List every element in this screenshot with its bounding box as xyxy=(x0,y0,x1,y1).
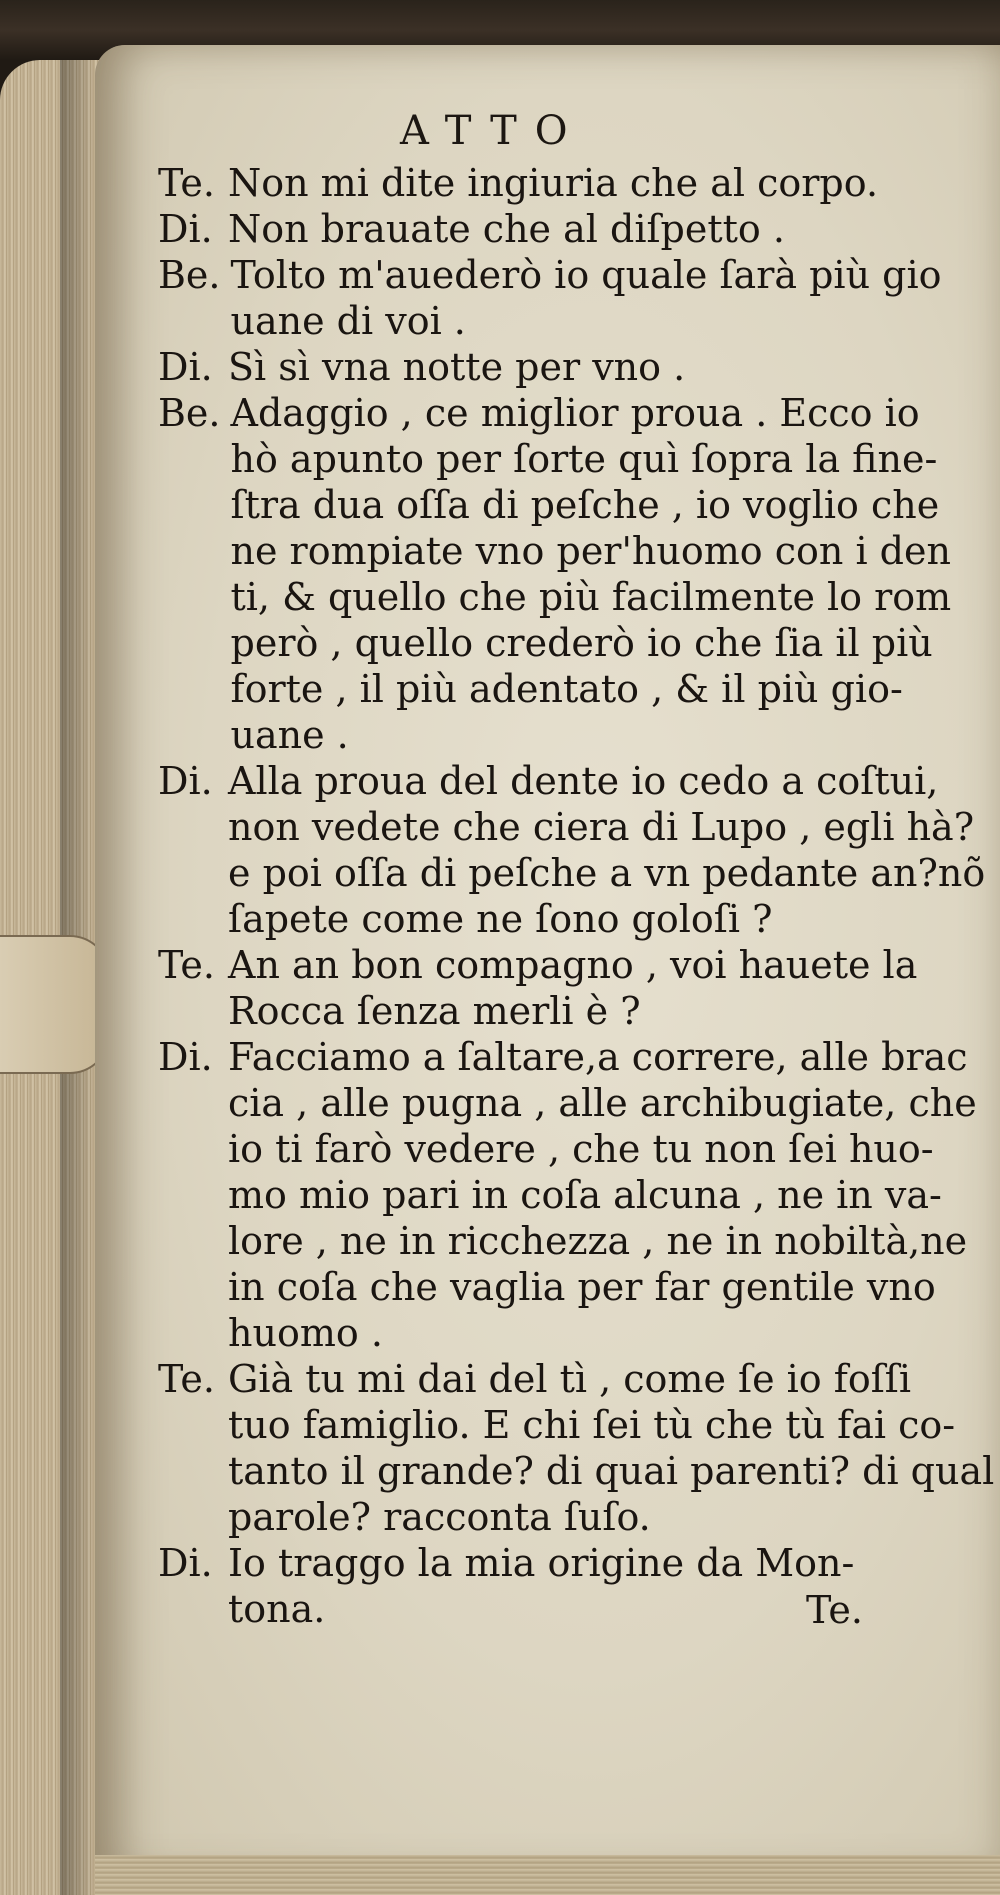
text-line: Non mi dite ingiuria che al corpo. xyxy=(228,161,879,205)
speech-lines xyxy=(228,344,928,390)
text-line: ſtra dua oſſa di peſche , io voglio che xyxy=(230,483,940,527)
speaker-label: Te. xyxy=(158,161,215,205)
text-line: Alla proua del dente io cedo a coſtui, xyxy=(228,759,939,803)
text-line: Già tu mi dai del tì , come ſe io foſſi xyxy=(228,1357,911,1401)
speaker-label: Di. xyxy=(158,1035,213,1079)
speech-lines xyxy=(228,1356,994,1540)
text-line: uane di voi . xyxy=(230,299,466,343)
speaker-label: Te. xyxy=(158,943,215,987)
text-line: lore , ne in ricchezza , ne in nobiltà,ne xyxy=(228,1219,968,1263)
text-line: ſapete come ne ſono goloſi ? xyxy=(228,897,773,941)
speaker-label: Di. xyxy=(158,1541,213,1585)
text-line: Non brauate che al diſpetto . xyxy=(228,207,785,251)
speech-lines xyxy=(228,160,928,206)
speech-block xyxy=(158,1034,977,1356)
speech-block xyxy=(158,206,928,252)
speech-block xyxy=(158,942,928,1034)
speech-lines xyxy=(228,758,985,942)
speaker-label: Be. xyxy=(158,253,221,297)
text-line: uane . xyxy=(230,713,349,757)
text-line: in coſa che vaglia per far gentile vno xyxy=(228,1265,936,1309)
speaker-label: Di. xyxy=(158,759,213,803)
speech-lines xyxy=(231,390,952,758)
speaker-label: Di. xyxy=(158,345,213,389)
speech-lines xyxy=(231,252,942,344)
speech-block xyxy=(158,344,928,390)
speech-block xyxy=(158,252,942,344)
text-line: tona. xyxy=(228,1587,326,1631)
speaker-label: Be. xyxy=(158,391,221,435)
text-line: An an bon compagno , voi hauete la xyxy=(228,943,918,987)
speech-block xyxy=(158,758,986,942)
page-tab-marker xyxy=(0,935,110,1074)
book-bottom-edge xyxy=(95,1855,1000,1895)
speech-lines xyxy=(228,942,928,1034)
text-line: huomo . xyxy=(228,1311,383,1355)
text-line: hò apunto per ſorte quì ſopra la fine- xyxy=(230,437,938,481)
text-line: cia , alle pugna , alle archibugiate, che xyxy=(228,1081,977,1125)
text-line: Facciamo a ſaltare,a correre, alle brac xyxy=(228,1035,968,1079)
text-line: Adaggio , ce miglior proua . Ecco io xyxy=(230,391,920,435)
text-line: Io traggo la mia origine da Mon- xyxy=(228,1541,855,1585)
text-line: ti, & quello che più facilmente lo rom xyxy=(230,575,952,619)
text-line: forte , il più adentato , & il più gio- xyxy=(230,667,903,711)
text-line: ne rompiate vno per'huomo con i den xyxy=(230,529,951,573)
page-heading: ATTO xyxy=(400,108,586,154)
speech-lines xyxy=(228,206,928,252)
text-line: mo mio pari in coſa alcuna , ne in va- xyxy=(228,1173,942,1217)
text-line: e poi oſſa di peſche a vn pedante an?nõ xyxy=(228,851,986,895)
speech-block xyxy=(158,1356,995,1540)
text-line: Rocca ſenza merli è ? xyxy=(228,989,641,1033)
text-line: io ti farò vedere , che tu non ſei huo- xyxy=(228,1127,934,1171)
text-line: tanto il grande? di quai parenti? di qual xyxy=(228,1449,995,1493)
text-line: parole? racconta ſuſo. xyxy=(228,1495,651,1539)
text-line: però , quello crederò io che ſia il più xyxy=(230,621,933,665)
speaker-label: Te. xyxy=(158,1357,215,1401)
speaker-label: Di. xyxy=(158,207,213,251)
catchword: Te. xyxy=(806,1588,863,1632)
text-line: non vedete che ciera di Lupo , egli hà? xyxy=(228,805,975,849)
speech-block xyxy=(158,160,928,206)
text-line: tuo famiglio. E chi ſei tù che tù fai co- xyxy=(228,1403,956,1447)
text-line: Sì sì vna notte per vno . xyxy=(228,345,686,389)
speech-block xyxy=(158,390,952,758)
speech-lines xyxy=(228,1034,977,1356)
dialogue-text xyxy=(158,160,995,1632)
text-line: Tolto m'auederò io quale ſarà più gio xyxy=(230,253,942,297)
